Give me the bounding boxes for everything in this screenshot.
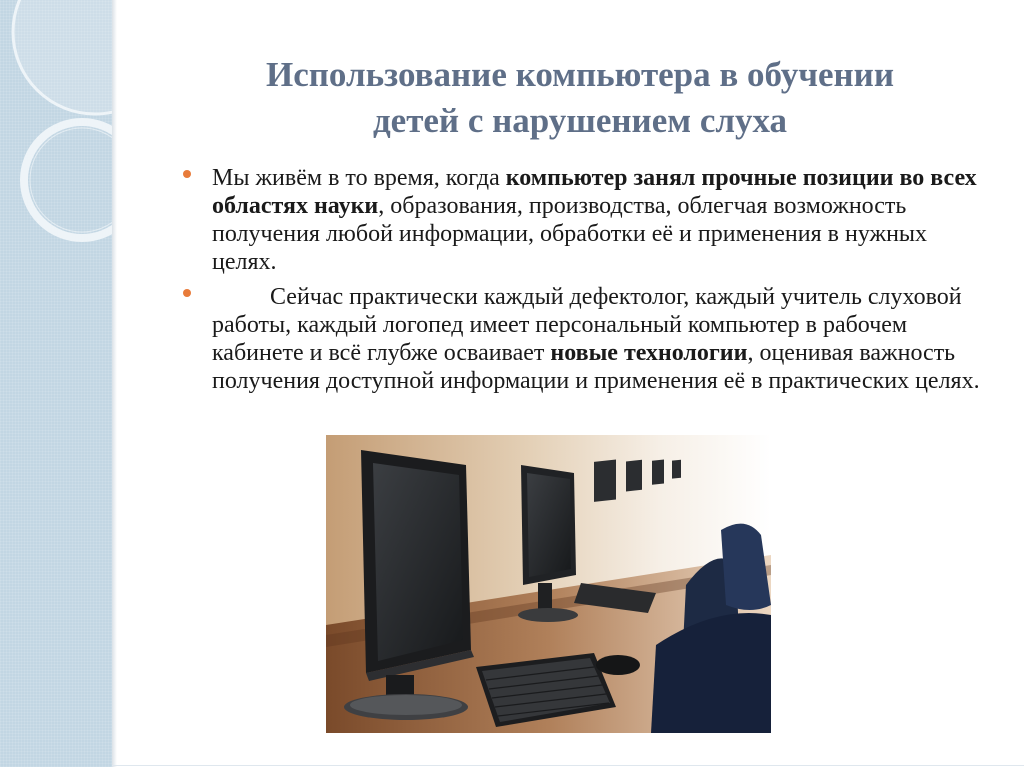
bullet-item-2 — [183, 283, 993, 395]
title-line-2: детей с нарушением слуха — [372, 101, 788, 140]
computer-classroom-photo — [326, 435, 771, 733]
bullet-list — [183, 164, 993, 402]
bullet2-text-a: Сейчас практически каждый дефектолог, каждый учитель слуховой работы, каждый логопед имеет персональный компьютер в рабочем кабинете и всё глубже осваивает — [212, 284, 962, 366]
bottom-rule — [112, 765, 1024, 766]
title-line-1: Использование компьютера в обучении — [266, 55, 894, 94]
classroom-illustration — [326, 435, 771, 733]
bullet-dot-icon — [183, 289, 191, 297]
bullet2-text-b: , оценивая важность получения доступной информации и применения её в практических целях. — [212, 340, 980, 394]
bullet1-text-b: , образования, производства, облегчая возможность получения любой информации, обработки её и применения в нужных целях. — [212, 193, 928, 275]
bullet-item-1 — [183, 164, 993, 276]
decorative-rings — [0, 0, 112, 767]
slide-title — [150, 52, 1010, 144]
band-shadow — [112, 0, 117, 767]
bullet2-bold: новые технологии — [550, 340, 748, 366]
side-decor-band — [0, 0, 112, 767]
bullet-dot-icon — [183, 170, 191, 178]
bullet1-text-a: Мы живём в то время, когда — [212, 165, 506, 191]
bullet1-bold: компьютер занял прочные позиции во всех областях науки — [212, 165, 977, 219]
